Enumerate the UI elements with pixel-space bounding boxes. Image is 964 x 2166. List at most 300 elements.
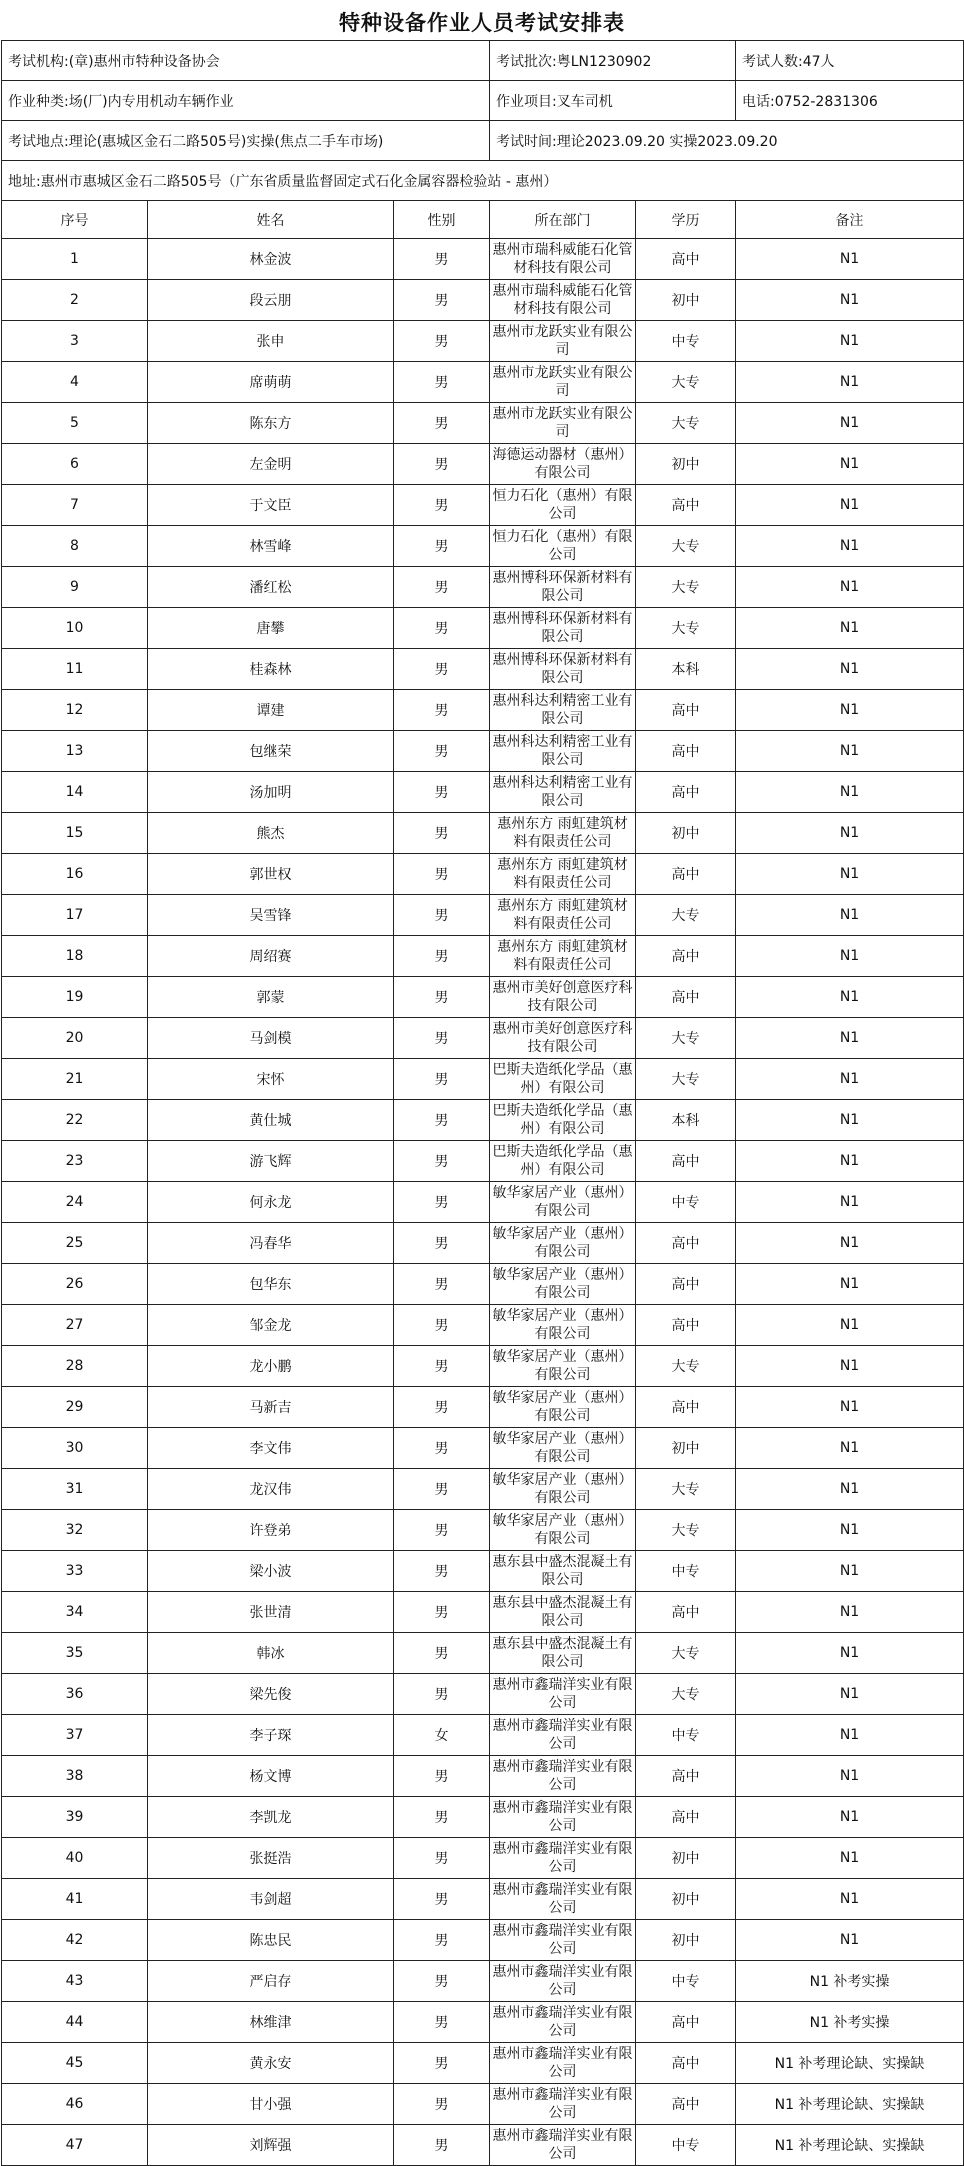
cell-remark: N1 [736, 1633, 964, 1674]
cell-unit: 惠州市鑫瑞洋实业有限公司 [490, 1961, 636, 2002]
cell-education: 大专 [636, 1059, 736, 1100]
cell-remark: N1 [736, 1428, 964, 1469]
cell-unit: 惠州市瑞科威能石化管材科技有限公司 [490, 280, 636, 321]
page-title: 特种设备作业人员考试安排表 [339, 11, 625, 35]
cell-seq: 29 [2, 1387, 148, 1428]
cell-education: 中专 [636, 1715, 736, 1756]
cell-unit: 惠东县中盛杰混凝土有限公司 [490, 1592, 636, 1633]
cell-seq: 4 [2, 362, 148, 403]
cell-name: 吴雪锋 [148, 895, 394, 936]
cell-unit: 惠州市鑫瑞洋实业有限公司 [490, 1879, 636, 1920]
cell-name: 张世清 [148, 1592, 394, 1633]
table-row [2, 1469, 964, 1510]
cell-education: 高中 [636, 772, 736, 813]
cell-seq: 34 [2, 1592, 148, 1633]
cell-education: 大专 [636, 1346, 736, 1387]
cell-unit: 惠州市鑫瑞洋实业有限公司 [490, 1797, 636, 1838]
cell-education: 初中 [636, 1428, 736, 1469]
cell-education: 本科 [636, 649, 736, 690]
cell-education: 中专 [636, 2125, 736, 2166]
table-row [2, 444, 964, 485]
cell-gender: 男 [394, 239, 490, 280]
cell-education: 大专 [636, 608, 736, 649]
cell-unit: 敏华家居产业（惠州）有限公司 [490, 1182, 636, 1223]
cell-seq: 32 [2, 1510, 148, 1551]
table-row [2, 854, 964, 895]
table-row [2, 2125, 964, 2166]
cell-gender: 男 [394, 690, 490, 731]
header-gender: 性别 [394, 201, 490, 239]
cell-unit: 惠州市龙跃实业有限公司 [490, 403, 636, 444]
cell-education: 大专 [636, 567, 736, 608]
cell-education: 大专 [636, 362, 736, 403]
cell-seq: 42 [2, 1920, 148, 1961]
cell-name: 游飞辉 [148, 1141, 394, 1182]
cell-gender: 男 [394, 1920, 490, 1961]
cell-remark: N1 [736, 1223, 964, 1264]
cell-seq: 37 [2, 1715, 148, 1756]
cell-remark: N1 [736, 1674, 964, 1715]
cell-name: 韦剑超 [148, 1879, 394, 1920]
table-row [2, 1182, 964, 1223]
cell-seq: 22 [2, 1100, 148, 1141]
cell-education: 初中 [636, 813, 736, 854]
cell-seq: 44 [2, 2002, 148, 2043]
cell-unit: 惠州科达利精密工业有限公司 [490, 731, 636, 772]
cell-name: 包继荣 [148, 731, 394, 772]
cell-education: 大专 [636, 895, 736, 936]
cell-seq: 26 [2, 1264, 148, 1305]
table-row [2, 1018, 964, 1059]
cell-education: 高中 [636, 977, 736, 1018]
cell-education: 高中 [636, 936, 736, 977]
table-row [2, 1674, 964, 1715]
cell-name: 左金明 [148, 444, 394, 485]
cell-unit: 惠州东方 雨虹建筑材料有限责任公司 [490, 936, 636, 977]
table-row [2, 1756, 964, 1797]
table-row [2, 1387, 964, 1428]
cell-unit: 惠州市鑫瑞洋实业有限公司 [490, 1838, 636, 1879]
cell-gender: 男 [394, 936, 490, 977]
cell-gender: 男 [394, 403, 490, 444]
exam-batch: 考试批次:粤LN1230902 [490, 41, 736, 81]
cell-seq: 46 [2, 2084, 148, 2125]
cell-remark: N1 [736, 608, 964, 649]
cell-name: 李文伟 [148, 1428, 394, 1469]
cell-name: 段云朋 [148, 280, 394, 321]
cell-remark: N1 [736, 1838, 964, 1879]
cell-seq: 45 [2, 2043, 148, 2084]
cell-gender: 男 [394, 362, 490, 403]
cell-gender: 男 [394, 1756, 490, 1797]
cell-name: 郭蒙 [148, 977, 394, 1018]
table-row [2, 731, 964, 772]
cell-gender: 男 [394, 1797, 490, 1838]
cell-unit: 惠州市鑫瑞洋实业有限公司 [490, 2002, 636, 2043]
cell-education: 初中 [636, 1838, 736, 1879]
cell-education: 高中 [636, 1592, 736, 1633]
cell-education: 本科 [636, 1100, 736, 1141]
cell-name: 唐攀 [148, 608, 394, 649]
cell-name: 林雪峰 [148, 526, 394, 567]
cell-seq: 41 [2, 1879, 148, 1920]
table-row [2, 1961, 964, 2002]
cell-name: 郭世权 [148, 854, 394, 895]
cell-gender: 男 [394, 1182, 490, 1223]
cell-education: 初中 [636, 1879, 736, 1920]
cell-education: 高中 [636, 731, 736, 772]
cell-remark: N1 [736, 1879, 964, 1920]
cell-name: 邹金龙 [148, 1305, 394, 1346]
exam-time: 考试时间:理论2023.09.20 实操2023.09.20 [490, 121, 964, 161]
cell-remark: N1 [736, 1018, 964, 1059]
cell-seq: 31 [2, 1469, 148, 1510]
cell-name: 于文臣 [148, 485, 394, 526]
cell-gender: 男 [394, 813, 490, 854]
cell-unit: 惠东县中盛杰混凝土有限公司 [490, 1633, 636, 1674]
table-row [2, 1551, 964, 1592]
cell-gender: 男 [394, 485, 490, 526]
cell-name: 刘辉强 [148, 2125, 394, 2166]
cell-education: 大专 [636, 1633, 736, 1674]
cell-name: 杨文博 [148, 1756, 394, 1797]
cell-seq: 13 [2, 731, 148, 772]
cell-seq: 35 [2, 1633, 148, 1674]
cell-seq: 14 [2, 772, 148, 813]
work-project: 作业项目:叉车司机 [490, 81, 736, 121]
cell-unit: 惠州市鑫瑞洋实业有限公司 [490, 2043, 636, 2084]
cell-unit: 惠州市鑫瑞洋实业有限公司 [490, 1920, 636, 1961]
cell-name: 龙小鹏 [148, 1346, 394, 1387]
cell-seq: 21 [2, 1059, 148, 1100]
header-name: 姓名 [148, 201, 394, 239]
cell-gender: 男 [394, 1059, 490, 1100]
cell-seq: 27 [2, 1305, 148, 1346]
table-row [2, 895, 964, 936]
table-row [2, 321, 964, 362]
cell-seq: 16 [2, 854, 148, 895]
cell-education: 高中 [636, 2002, 736, 2043]
cell-remark: N1 [736, 690, 964, 731]
cell-name: 桂森林 [148, 649, 394, 690]
cell-unit: 惠州市鑫瑞洋实业有限公司 [490, 1756, 636, 1797]
cell-remark: N1 [736, 567, 964, 608]
cell-seq: 36 [2, 1674, 148, 1715]
cell-name: 包华东 [148, 1264, 394, 1305]
cell-remark: N1 [736, 239, 964, 280]
cell-name: 张申 [148, 321, 394, 362]
cell-education: 初中 [636, 1920, 736, 1961]
cell-name: 梁小波 [148, 1551, 394, 1592]
exam-location: 考试地点:理论(惠城区金石二路505号)实操(焦点二手车市场) [2, 121, 490, 161]
cell-seq: 11 [2, 649, 148, 690]
cell-gender: 男 [394, 1510, 490, 1551]
cell-remark: N1 [736, 1100, 964, 1141]
cell-remark: N1 [736, 1920, 964, 1961]
cell-unit: 惠州东方 雨虹建筑材料有限责任公司 [490, 854, 636, 895]
cell-seq: 7 [2, 485, 148, 526]
cell-education: 高中 [636, 1305, 736, 1346]
cell-unit: 惠州市美好创意医疗科技有限公司 [490, 1018, 636, 1059]
table-row [2, 1100, 964, 1141]
cell-gender: 男 [394, 1141, 490, 1182]
cell-gender: 男 [394, 1428, 490, 1469]
cell-unit: 惠州东方 雨虹建筑材料有限责任公司 [490, 895, 636, 936]
cell-seq: 17 [2, 895, 148, 936]
cell-unit: 惠州博科环保新材料有限公司 [490, 567, 636, 608]
cell-remark: N1 [736, 1264, 964, 1305]
exam-org: 考试机构:(章)惠州市特种设备协会 [2, 41, 490, 81]
cell-gender: 男 [394, 854, 490, 895]
table-header-row [2, 201, 964, 239]
cell-education: 大专 [636, 526, 736, 567]
table-row [2, 2002, 964, 2043]
cell-name: 席萌萌 [148, 362, 394, 403]
table-row [2, 1141, 964, 1182]
cell-name: 许登弟 [148, 1510, 394, 1551]
cell-remark: N1 补考实操 [736, 1961, 964, 2002]
cell-gender: 男 [394, 1346, 490, 1387]
table-row [2, 608, 964, 649]
cell-name: 梁先俊 [148, 1674, 394, 1715]
phone: 电话:0752-2831306 [736, 81, 964, 121]
cell-remark: N1 [736, 1756, 964, 1797]
cell-name: 谭建 [148, 690, 394, 731]
cell-remark: N1 [736, 280, 964, 321]
cell-gender: 男 [394, 1838, 490, 1879]
cell-education: 初中 [636, 444, 736, 485]
cell-remark: N1 [736, 1059, 964, 1100]
cell-gender: 男 [394, 1018, 490, 1059]
cell-name: 周绍赛 [148, 936, 394, 977]
cell-gender: 男 [394, 1469, 490, 1510]
cell-education: 中专 [636, 1961, 736, 2002]
cell-education: 高中 [636, 1387, 736, 1428]
cell-education: 大专 [636, 1469, 736, 1510]
cell-name: 李子琛 [148, 1715, 394, 1756]
cell-unit: 敏华家居产业（惠州）有限公司 [490, 1428, 636, 1469]
cell-remark: N1 [736, 321, 964, 362]
header-education: 学历 [636, 201, 736, 239]
cell-gender: 男 [394, 280, 490, 321]
header-unit: 所在部门 [490, 201, 636, 239]
table-row [2, 2084, 964, 2125]
cell-unit: 惠州市瑞科威能石化管材科技有限公司 [490, 239, 636, 280]
cell-gender: 男 [394, 321, 490, 362]
cell-education: 高中 [636, 854, 736, 895]
cell-remark: N1 补考理论缺、实操缺 [736, 2125, 964, 2166]
table-row [2, 1838, 964, 1879]
cell-unit: 敏华家居产业（惠州）有限公司 [490, 1469, 636, 1510]
cell-remark: N1 [736, 1797, 964, 1838]
table-row [2, 567, 964, 608]
cell-remark: N1 补考理论缺、实操缺 [736, 2084, 964, 2125]
cell-gender: 男 [394, 977, 490, 1018]
cell-remark: N1 [736, 772, 964, 813]
table-row [2, 977, 964, 1018]
header-remark: 备注 [736, 201, 964, 239]
cell-education: 中专 [636, 321, 736, 362]
cell-seq: 23 [2, 1141, 148, 1182]
cell-name: 冯春华 [148, 1223, 394, 1264]
cell-seq: 33 [2, 1551, 148, 1592]
cell-seq: 25 [2, 1223, 148, 1264]
cell-unit: 巴斯夫造纸化学品（惠州）有限公司 [490, 1059, 636, 1100]
cell-gender: 男 [394, 1387, 490, 1428]
cell-remark: N1 [736, 936, 964, 977]
cell-education: 高中 [636, 1797, 736, 1838]
table-row [2, 1920, 964, 1961]
cell-unit: 恒力石化（惠州）有限公司 [490, 526, 636, 567]
cell-seq: 24 [2, 1182, 148, 1223]
cell-unit: 惠州市鑫瑞洋实业有限公司 [490, 2084, 636, 2125]
cell-seq: 20 [2, 1018, 148, 1059]
cell-education: 大专 [636, 1510, 736, 1551]
cell-seq: 30 [2, 1428, 148, 1469]
cell-remark: N1 [736, 1141, 964, 1182]
cell-name: 马新吉 [148, 1387, 394, 1428]
cell-name: 韩冰 [148, 1633, 394, 1674]
cell-education: 大专 [636, 1018, 736, 1059]
cell-remark: N1 [736, 1510, 964, 1551]
table-row [2, 1715, 964, 1756]
cell-unit: 惠州博科环保新材料有限公司 [490, 649, 636, 690]
cell-seq: 10 [2, 608, 148, 649]
cell-seq: 1 [2, 239, 148, 280]
cell-gender: 男 [394, 567, 490, 608]
cell-unit: 敏华家居产业（惠州）有限公司 [490, 1510, 636, 1551]
table-row [2, 649, 964, 690]
info-section [2, 41, 964, 239]
cell-education: 中专 [636, 1182, 736, 1223]
cell-seq: 2 [2, 280, 148, 321]
table-row [2, 1428, 964, 1469]
cell-name: 张挺浩 [148, 1838, 394, 1879]
cell-name: 李凯龙 [148, 1797, 394, 1838]
cell-gender: 男 [394, 444, 490, 485]
cell-name: 林维津 [148, 2002, 394, 2043]
cell-gender: 男 [394, 1223, 490, 1264]
cell-gender: 男 [394, 1961, 490, 2002]
cell-education: 高中 [636, 2084, 736, 2125]
cell-gender: 男 [394, 1592, 490, 1633]
cell-gender: 男 [394, 2084, 490, 2125]
work-category: 作业种类:场(厂)内专用机动车辆作业 [2, 81, 490, 121]
cell-name: 何永龙 [148, 1182, 394, 1223]
cell-gender: 男 [394, 1674, 490, 1715]
cell-gender: 男 [394, 1305, 490, 1346]
cell-seq: 12 [2, 690, 148, 731]
cell-name: 陈忠民 [148, 1920, 394, 1961]
table-row [2, 239, 964, 280]
cell-name: 黄永安 [148, 2043, 394, 2084]
cell-unit: 巴斯夫造纸化学品（惠州）有限公司 [490, 1141, 636, 1182]
cell-remark: N1 [736, 1387, 964, 1428]
cell-seq: 43 [2, 1961, 148, 2002]
cell-name: 汤加明 [148, 772, 394, 813]
cell-seq: 15 [2, 813, 148, 854]
cell-remark: N1 [736, 895, 964, 936]
table-row [2, 690, 964, 731]
cell-seq: 38 [2, 1756, 148, 1797]
cell-name: 林金波 [148, 239, 394, 280]
cell-remark: N1 补考理论缺、实操缺 [736, 2043, 964, 2084]
cell-gender: 男 [394, 2043, 490, 2084]
cell-education: 高中 [636, 239, 736, 280]
cell-unit: 惠州科达利精密工业有限公司 [490, 690, 636, 731]
cell-name: 马剑模 [148, 1018, 394, 1059]
cell-unit: 敏华家居产业（惠州）有限公司 [490, 1346, 636, 1387]
cell-unit: 惠东县中盛杰混凝土有限公司 [490, 1551, 636, 1592]
cell-remark: N1 [736, 649, 964, 690]
cell-unit: 惠州市龙跃实业有限公司 [490, 362, 636, 403]
cell-gender: 男 [394, 1633, 490, 1674]
cell-education: 中专 [636, 1551, 736, 1592]
table-row [2, 1223, 964, 1264]
cell-gender: 男 [394, 526, 490, 567]
cell-unit: 惠州市鑫瑞洋实业有限公司 [490, 2125, 636, 2166]
cell-remark: N1 [736, 977, 964, 1018]
cell-education: 高中 [636, 690, 736, 731]
table-row [2, 936, 964, 977]
cell-seq: 18 [2, 936, 148, 977]
cell-education: 高中 [636, 1756, 736, 1797]
table-row [2, 280, 964, 321]
cell-education: 大专 [636, 1674, 736, 1715]
cell-name: 甘小强 [148, 2084, 394, 2125]
cell-unit: 惠州博科环保新材料有限公司 [490, 608, 636, 649]
table-row [2, 403, 964, 444]
header-seq: 序号 [2, 201, 148, 239]
cell-remark: N1 [736, 485, 964, 526]
cell-remark: N1 [736, 362, 964, 403]
cell-seq: 9 [2, 567, 148, 608]
cell-gender: 女 [394, 1715, 490, 1756]
cell-unit: 敏华家居产业（惠州）有限公司 [490, 1223, 636, 1264]
cell-remark: N1 [736, 1715, 964, 1756]
cell-unit: 敏华家居产业（惠州）有限公司 [490, 1264, 636, 1305]
cell-seq: 5 [2, 403, 148, 444]
cell-remark: N1 [736, 444, 964, 485]
cell-gender: 男 [394, 1551, 490, 1592]
cell-seq: 19 [2, 977, 148, 1018]
cell-education: 大专 [636, 403, 736, 444]
cell-gender: 男 [394, 1100, 490, 1141]
cell-unit: 巴斯夫造纸化学品（惠州）有限公司 [490, 1100, 636, 1141]
cell-unit: 惠州东方 雨虹建筑材料有限责任公司 [490, 813, 636, 854]
cell-education: 高中 [636, 1223, 736, 1264]
cell-education: 高中 [636, 2043, 736, 2084]
cell-unit: 恒力石化（惠州）有限公司 [490, 485, 636, 526]
cell-seq: 47 [2, 2125, 148, 2166]
table-row [2, 362, 964, 403]
cell-remark: N1 [736, 813, 964, 854]
cell-remark: N1 补考实操 [736, 2002, 964, 2043]
cell-unit: 惠州市鑫瑞洋实业有限公司 [490, 1674, 636, 1715]
cell-seq: 28 [2, 1346, 148, 1387]
cell-name: 严启存 [148, 1961, 394, 2002]
table-row [2, 1879, 964, 1920]
cell-gender: 男 [394, 2125, 490, 2166]
cell-seq: 3 [2, 321, 148, 362]
cell-remark: N1 [736, 1592, 964, 1633]
table-row [2, 813, 964, 854]
cell-name: 黄仕城 [148, 1100, 394, 1141]
cell-education: 初中 [636, 280, 736, 321]
cell-education: 高中 [636, 485, 736, 526]
cell-name: 宋怀 [148, 1059, 394, 1100]
cell-name: 龙汉伟 [148, 1469, 394, 1510]
